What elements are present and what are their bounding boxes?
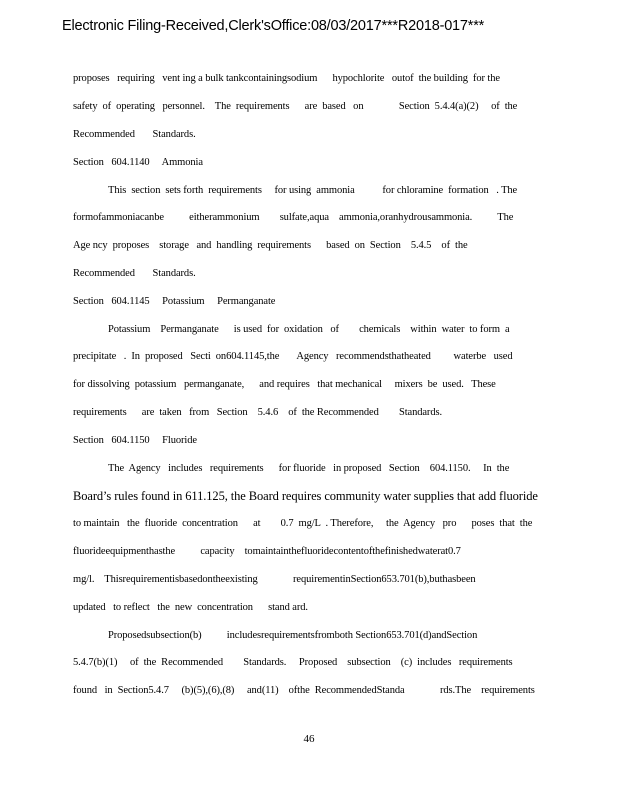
body-line-18: fluorideequipmenthasthe capacity tomaintainthefluoridecontentofthefinishedwaterat0.7 [73, 546, 461, 557]
body-line-13: requirements are taken from Section 5.4.6 of the Recommended Standards. [73, 407, 442, 418]
body-line-7: Age ncy proposes storage and handling requirements based on Section 5.4.5 of the [73, 240, 468, 251]
body-line-15: The Agency includes requirements for fluoride in proposed Section 604.1150. In the [108, 463, 510, 474]
body-line-3: Recommended Standards. [73, 129, 196, 140]
body-line-22: 5.4.7(b)(1) of the Recommended Standards. Proposed subsection (c) includes requirements [73, 657, 513, 668]
section-heading-604-1140: Section 604.1140 Ammonia [73, 157, 203, 168]
section-heading-604-1150: Section 604.1150 Fluoride [73, 435, 197, 446]
body-line-5: This section sets forth requirements for using ammonia for chloramine formation . The [108, 185, 518, 196]
body-line-6: formofammoniacanbe eitherammonium sulfate,aqua ammonia,oranhydrousammonia. The [73, 212, 514, 223]
page-number: 46 [303, 733, 315, 745]
body-line-11: precipitate . In proposed Secti on604.1145,the Agency recommendsthatheated waterbe used [73, 351, 513, 362]
body-line-16: Board’s rules found in 611.125, the Board requires community water supplies that add fluoride [73, 489, 538, 503]
body-line-12: for dissolving potassium permanganate, and requires that mechanical mixers be used. These [73, 379, 496, 390]
body-line-21: Proposedsubsection(b) includesrequirementsfromboth Section653.701(d)andSection [108, 630, 478, 641]
filing-header: Electronic Filing-Received,Clerk'sOffice:08/03/2017***R2018-017*** [62, 18, 485, 34]
body-line-10: Potassium Permanganate is used for oxidation of chemicals within water to form a [108, 324, 510, 335]
body-line-23: found in Section5.4.7 (b)(5),(6),(8) and(11) ofthe RecommendedStanda rds.The requirements [73, 685, 535, 696]
body-line-2: safety of operating personnel. The requirements are based on Section 5.4.4(a)(2) of the [73, 101, 518, 112]
section-heading-604-1145: Section 604.1145 Potassium Permanganate [73, 296, 276, 307]
body-line-20: updated to reflect the new concentration stand ard. [73, 602, 308, 613]
body-line-1: proposes requiring vent ing a bulk tankcontainingsodium hypochlorite outof the building for the [73, 73, 500, 84]
body-line-19: mg/l. Thisrequirementisbasedontheexisting requirementinSection653.701(b),buthasbeen [73, 574, 476, 585]
body-line-8: Recommended Standards. [73, 268, 196, 279]
body-line-17: to maintain the fluoride concentration at 0.7 mg/L . Therefore, the Agency pro poses that the [73, 518, 533, 529]
